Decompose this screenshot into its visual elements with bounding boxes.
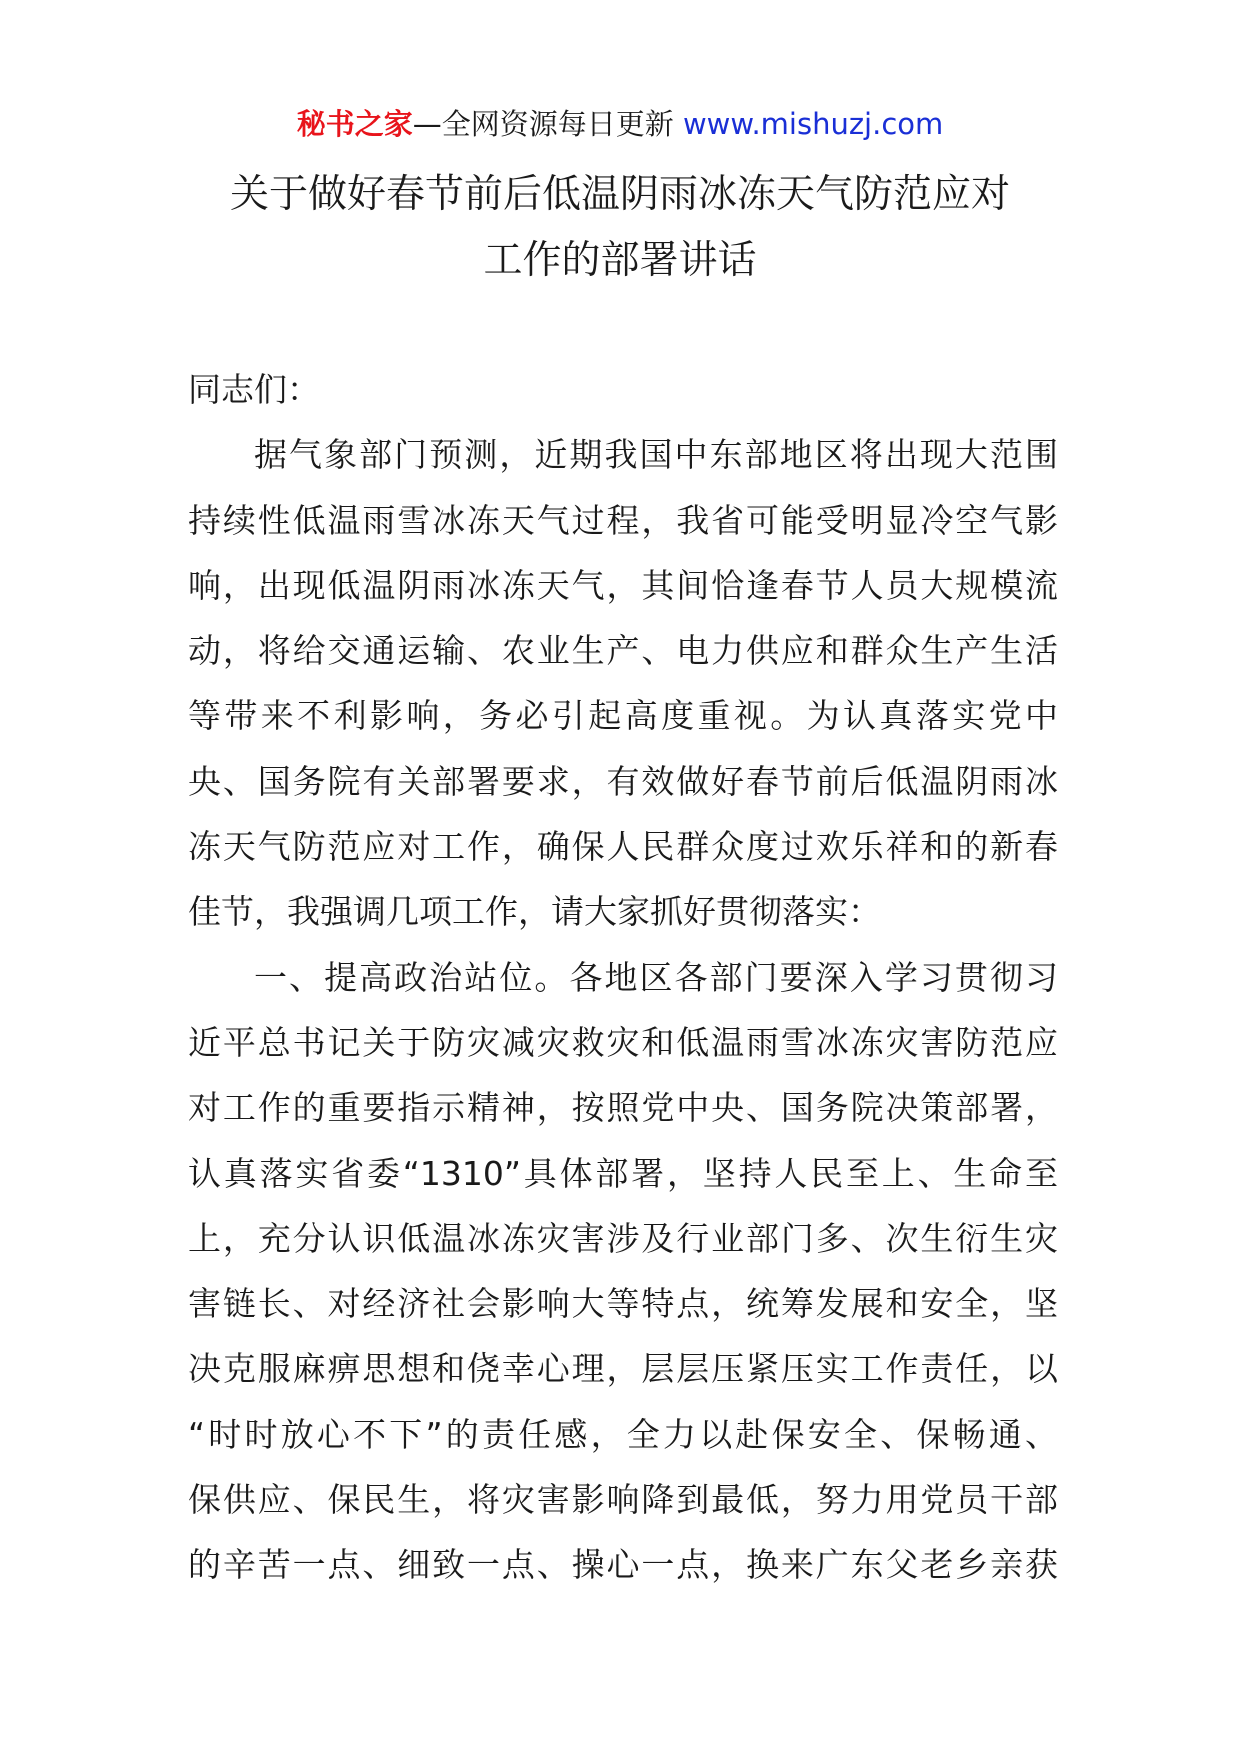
document-title: [150, 162, 1090, 294]
site-slogan: —全网资源每日更新: [412, 107, 674, 141]
body-line: 冻天气防范应对工作，确保人民群众度过欢乐祥和的新春: [188, 827, 1058, 867]
body-line: 近平总书记关于防灾减灾救灾和低温雨雪冰冻灾害防范应: [188, 1022, 1058, 1062]
site-url[interactable]: www.mishuzj.com: [682, 107, 944, 141]
body-line: 央、国务院有关部署要求，有效做好春节前后低温阴雨冰: [188, 761, 1058, 801]
body-line: 对工作的重要指示精神，按照党中央、国务院决策部署，: [188, 1088, 1058, 1128]
body-line: “时时放心不下”的责任感，全力以赴保安全、保畅通、: [188, 1414, 1058, 1454]
body-line: 保供应、保民生，将灾害影响降到最低，努力用党员干部: [188, 1480, 1058, 1520]
body-line: 动，将给交通运输、农业生产、电力供应和群众生产生活: [188, 631, 1058, 671]
site-brand: 秘书之家: [296, 107, 413, 141]
body-line: 害链长、对经济社会影响大等特点，统筹发展和安全，坚: [188, 1284, 1058, 1324]
body-line: 佳节，我强调几项工作，请大家抓好贯彻落实：: [188, 892, 881, 932]
salutation: 同志们：: [188, 370, 320, 409]
body-line: 等带来不利影响，务必引起高度重视。为认真落实党中: [188, 696, 1058, 736]
body-line: 持续性低温雨雪冰冻天气过程，我省可能受明显冷空气影: [188, 500, 1058, 540]
body-line: 认真落实省委“1310”具体部署，坚持人民至上、生命至: [188, 1153, 1058, 1193]
body-line: 决克服麻痹思想和侥幸心理，层层压紧压实工作责任，以: [188, 1349, 1058, 1389]
title-line: 关于做好春节前后低温阴雨冰冻天气防范应对: [229, 172, 1010, 217]
body-line: 上，充分认识低温冰冻灾害涉及行业部门多、次生衍生灾: [188, 1218, 1058, 1258]
title-line: 工作的部署讲话: [483, 238, 757, 283]
body-line: 响，出现低温阴雨冰冻天气，其间恰逢春节人员大规模流: [188, 565, 1058, 605]
section-heading-line: 一、提高政治站位。各地区各部门要深入学习贯彻习: [254, 957, 1058, 997]
site-banner: [0, 102, 1240, 146]
body-line: 据气象部门预测，近期我国中东部地区将出现大范围: [254, 435, 1058, 475]
body-line: 的辛苦一点、细致一点、操心一点，换来广东父老乡亲获: [188, 1545, 1058, 1585]
document-body: [188, 357, 1058, 1598]
